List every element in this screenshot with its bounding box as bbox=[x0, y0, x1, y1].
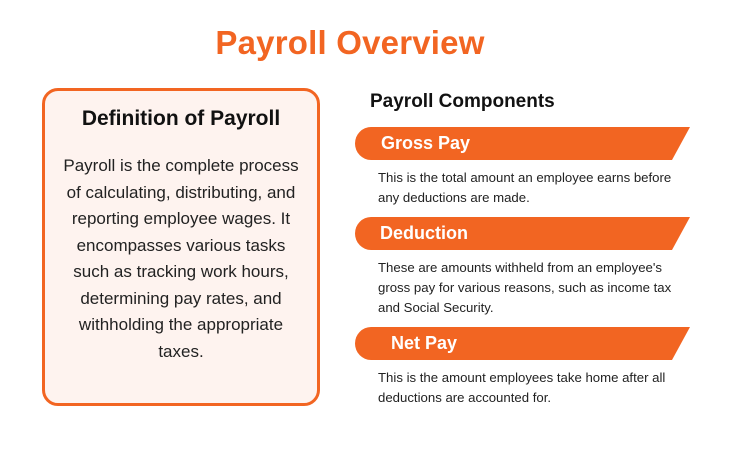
net-pay-description: This is the amount employees take home after all deductions are accounted for. bbox=[378, 370, 666, 405]
net-pay-banner bbox=[355, 327, 690, 360]
deduction-banner bbox=[355, 217, 690, 250]
definition-body: Payroll is the complete process of calculating, distributing, and reporting employee wages. It encompasses various tasks such as tracking work hours, determining pay rates, and withholding the appropriate taxes. bbox=[63, 156, 299, 361]
page-title: Payroll Overview bbox=[215, 24, 485, 61]
definition-heading: Definition of Payroll bbox=[81, 107, 281, 130]
gross-pay-banner bbox=[355, 127, 690, 160]
deduction-label: Deduction bbox=[380, 223, 468, 243]
components-heading: Payroll Components bbox=[370, 91, 555, 112]
net-pay-label: Net Pay bbox=[391, 333, 458, 353]
deduction-description: These are amounts withheld from an employee's gross pay for various reasons, such as income tax and Social Security. bbox=[378, 260, 672, 315]
definition-card bbox=[42, 88, 320, 406]
gross-pay-label: Gross Pay bbox=[381, 133, 471, 153]
gross-pay-description: This is the total amount an employee earns before any deductions are made. bbox=[378, 170, 672, 205]
